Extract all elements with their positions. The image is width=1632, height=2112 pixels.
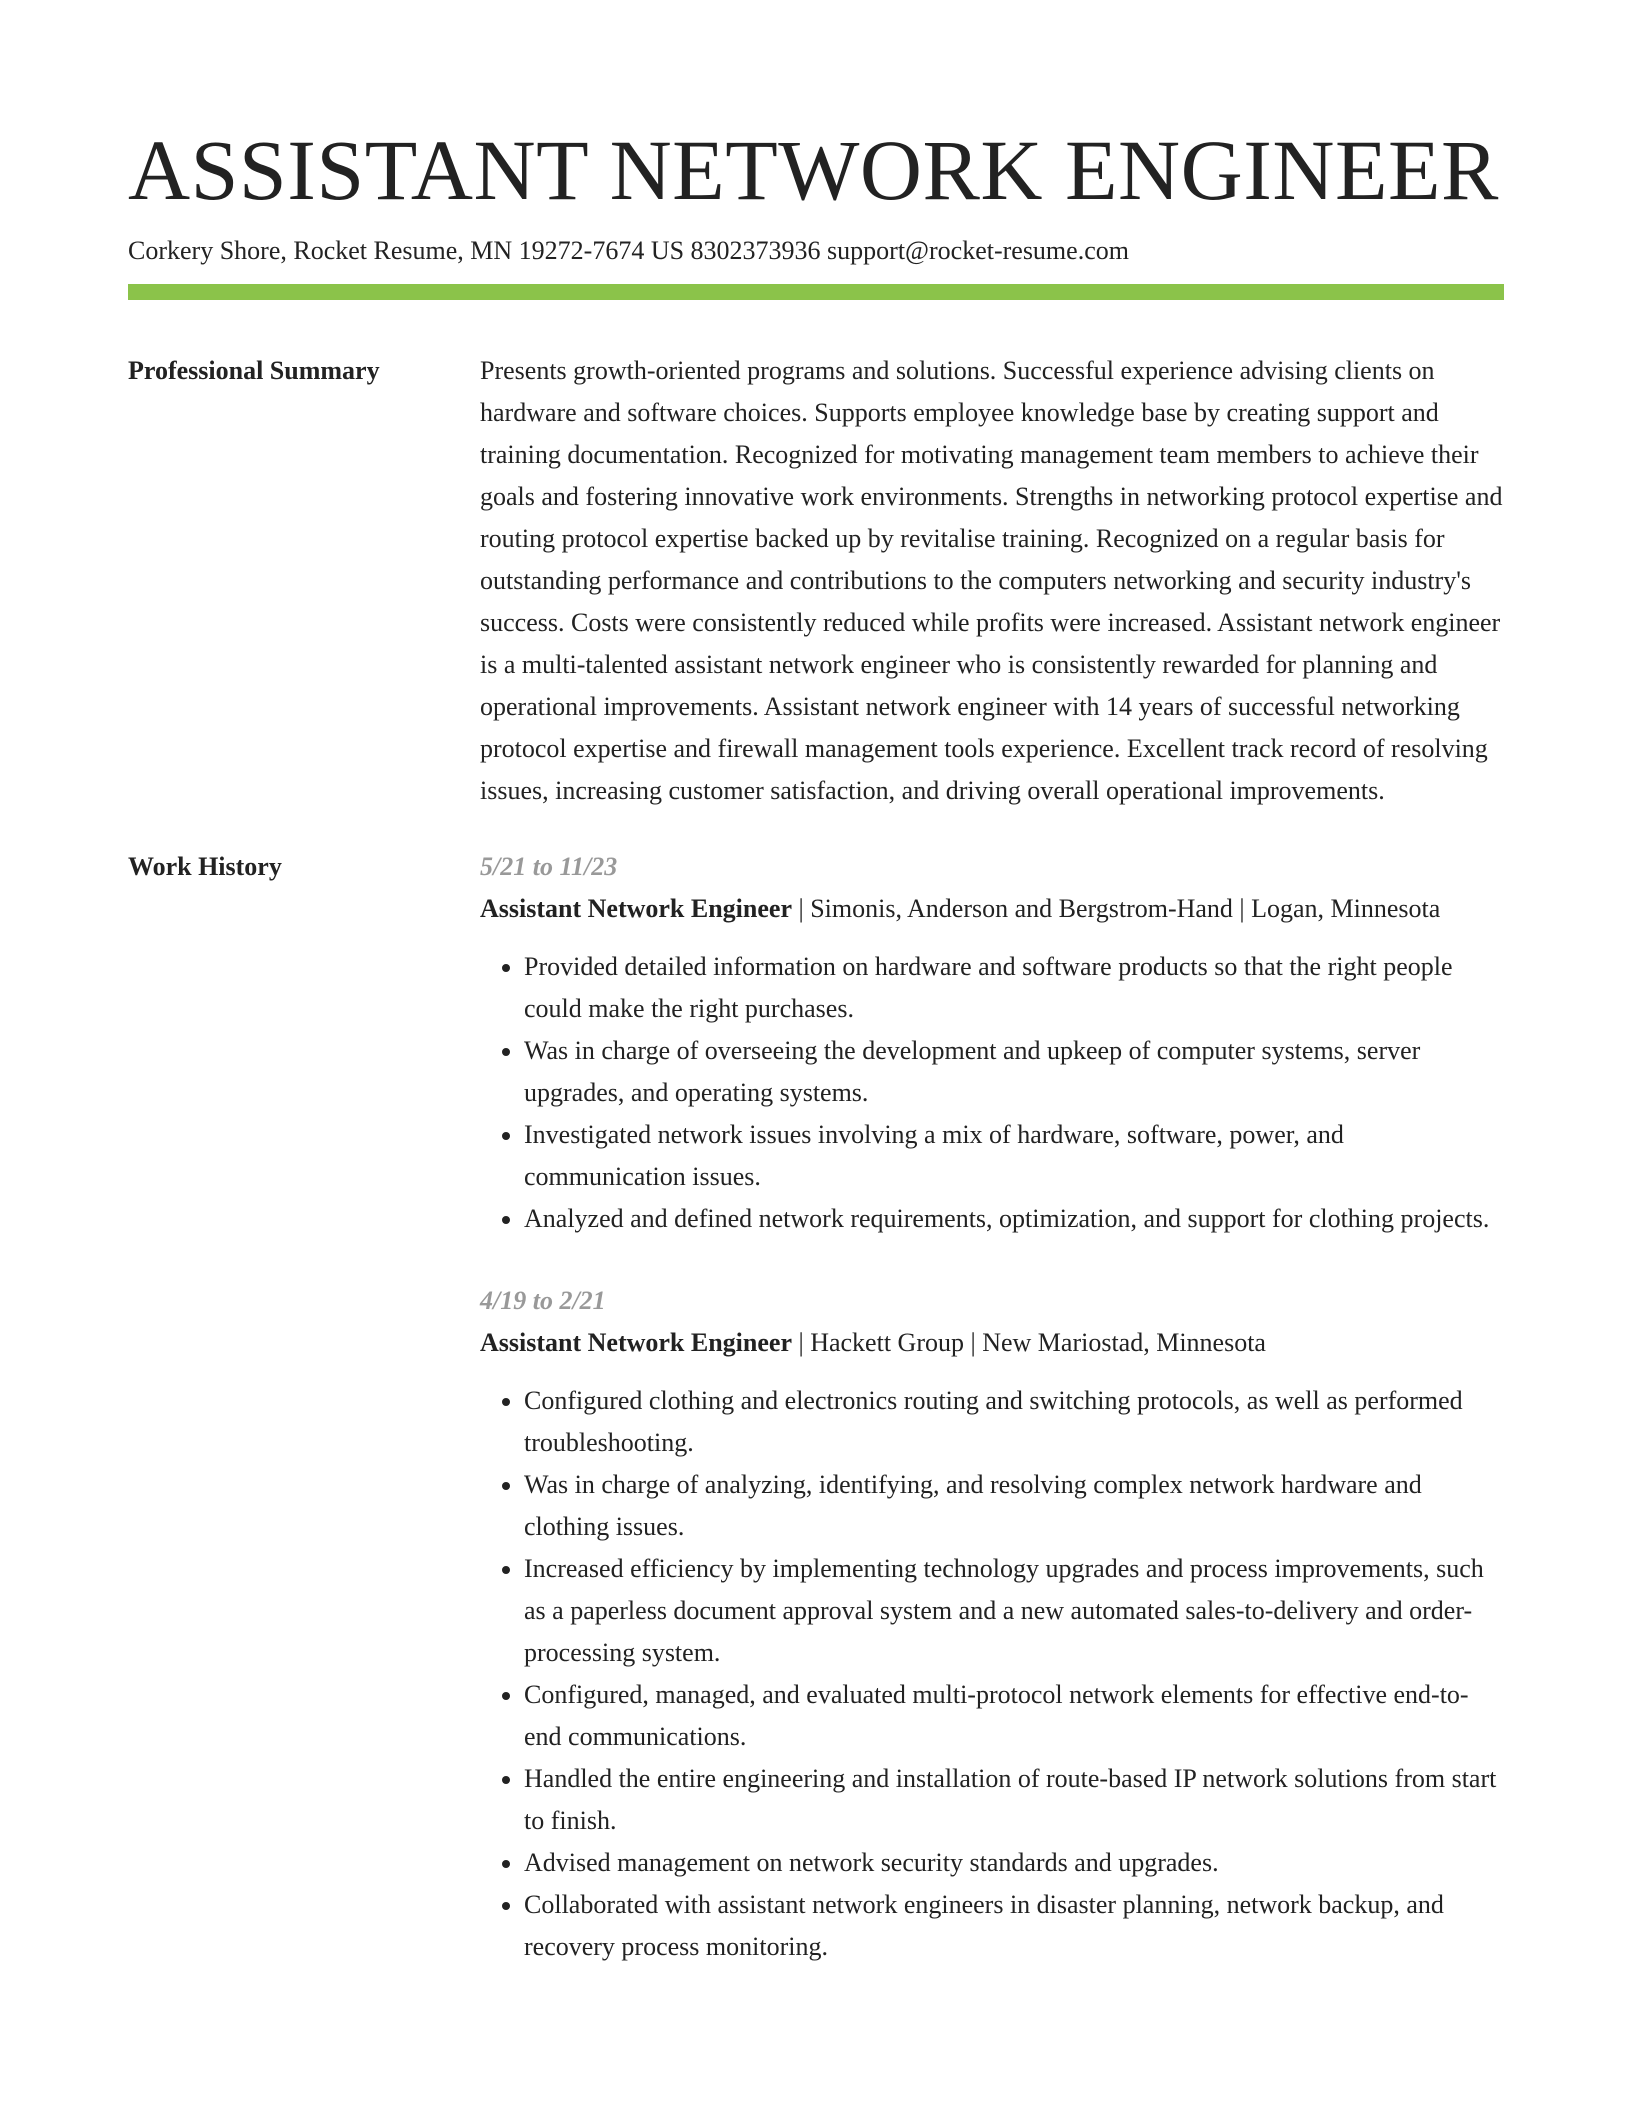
job-bullet: • Configured clothing and electronics routing and switching protocols, as well as performed troubleshooting.	[524, 1380, 1504, 1464]
job-details: | Simonis, Anderson and Bergstrom-Hand | Logan, Minnesota	[792, 894, 1441, 923]
section-heading-work: Work History	[128, 852, 282, 881]
work-history-section	[128, 846, 1504, 2008]
job-dates: 5/21 to 11/23	[480, 852, 618, 881]
job-bullet: • Advised management on network security standards and upgrades.	[524, 1842, 1504, 1884]
resume-title: ASSISTANT NETWORK ENGINEER	[128, 122, 1499, 218]
job-entry	[480, 1280, 1504, 1968]
job-bullet: • Was in charge of overseeing the development and upkeep of computer systems, server upgrades, and operating systems.	[524, 1030, 1504, 1114]
job-bullet: • Configured, managed, and evaluated multi-protocol network elements for effective end-to-end communications.	[524, 1674, 1504, 1758]
job-position: Assistant Network Engineer	[480, 894, 792, 923]
job-bullet: • Collaborated with assistant network engineers in disaster planning, network backup, and recovery process monitoring.	[524, 1884, 1504, 1968]
job-title-line	[480, 1322, 1504, 1364]
contact-line: Corkery Shore, Rocket Resume, MN 19272-7674 US 8302373936 support@rocket-resume.com	[128, 236, 1129, 265]
job-entry	[480, 846, 1504, 1240]
job-position: Assistant Network Engineer	[480, 1328, 792, 1357]
accent-divider	[128, 284, 1504, 300]
job-title-line	[480, 888, 1504, 930]
section-heading-summary: Professional Summary	[128, 356, 380, 385]
job-bullet: • Was in charge of analyzing, identifying, and resolving complex network hardware and clothing issues.	[524, 1464, 1504, 1548]
job-bullet-list	[480, 1380, 1504, 1968]
job-bullet: • Analyzed and defined network requirements, optimization, and support for clothing projects.	[524, 1198, 1504, 1240]
job-bullet-list	[480, 946, 1504, 1240]
summary-text: Presents growth-oriented programs and solutions. Successful experience advising clients on hardware and software choices. Supports employee knowledge base by creating support and training documentation. Recognized for motivating management team members to achieve their goals and fostering innovative work environments. Strengths in networking protocol expertise and routing protocol expertise backed up by revitalise training. Recognized on a regular basis for outstanding performance and contributions to the computers networking and security industry's success. Costs were consistently reduced while profits were increased. Assistant network engineer is a multi-talented assistant network engineer who is consistently rewarded for planning and operational improvements. Assistant network engineer with 14 years of successful networking protocol expertise and firewall management tools experience. Excellent track record of resolving issues, increasing customer satisfaction, and driving overall operational improvements.	[480, 356, 1503, 805]
work-history-list	[480, 846, 1504, 2008]
professional-summary-section	[128, 350, 1504, 812]
job-details: | Hackett Group | New Mariostad, Minnesota	[792, 1328, 1266, 1357]
resume-page	[128, 0, 1504, 2008]
job-bullet: • Provided detailed information on hardware and software products so that the right people could make the right purchases.	[524, 946, 1504, 1030]
job-dates: 4/19 to 2/21	[480, 1286, 606, 1315]
job-bullet: • Investigated network issues involving a mix of hardware, software, power, and communication issues.	[524, 1114, 1504, 1198]
job-bullet: • Increased efficiency by implementing technology upgrades and process improvements, such as a paperless document approval system and a new automated sales-to-delivery and order-processing system.	[524, 1548, 1504, 1674]
job-bullet: • Handled the entire engineering and installation of route-based IP network solutions from start to finish.	[524, 1758, 1504, 1842]
